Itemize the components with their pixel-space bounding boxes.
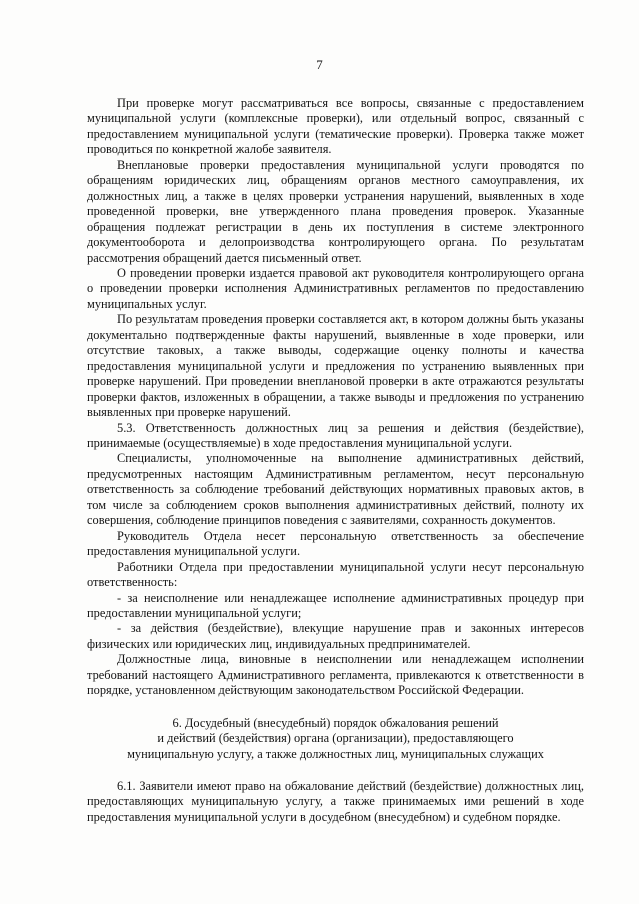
paragraph-section-6-1: 6.1. Заявители имеют право на обжалование действий (бездействие) должностных лиц, предоставляющих муниципальную услугу, а также принимаемых ими решений в ходе предоставления муниципальной услуги в досудебном (внесудебном) и судебном порядке. xyxy=(87,779,584,824)
document-body xyxy=(87,96,584,825)
section-6-heading-line-1: 6. Досудебный (внесудебный) порядок обжалования решений xyxy=(172,715,499,730)
section-6-heading-line-2: и действий (бездействия) органа (организации), предоставляющего xyxy=(157,731,514,746)
paragraph-unscheduled-inspections: Внеплановые проверки предоставления муниципальной услуги проводятся по обращениям юридических лиц, обращениям органов местного самоуправления, их должностных лиц, а также в целях проверки устранения нарушений, выявленных в ходе проведенной проверки, вне утвержденного плана проведения проверок. Указанные обращения подлежат регистрации в день их поступления в системе электронного документооборота и делопроизводства контролирующего органа. По результатам рассмотрения обращений дается письменный ответ. xyxy=(87,157,584,265)
paragraph-inspection-order: О проведении проверки издается правовой акт руководителя контролирующего органа о проведении проверки исполнения Административных регламентов по предоставлению муниципальных услуг. xyxy=(87,265,584,311)
section-6-heading-line-3: муниципальную услугу, а также должностных лиц, муниципальных служащих xyxy=(127,746,544,761)
list-item-non-performance: - за неисполнение или ненадлежащее исполнение административных процедур при предоставлении муниципальной услуги; xyxy=(87,590,584,620)
paragraph-inspection-scope: При проверке могут рассматриваться все вопросы, связанные с предоставлением муниципальной услуги (комплексные проверки), или отдельный вопрос, связанный с предоставлением муниципальной услуги (тематические проверки). Проверка также может проводиться по конкретной жалобе заявителя. xyxy=(87,96,584,157)
page-number: 7 xyxy=(316,57,323,72)
paragraph-officials-liability: Должностные лица, виновные в неисполнении или ненадлежащем исполнении требований настоящего Административного регламента, привлекаются к ответственности в порядке, установленном действующим законодательством Российской Федерации. xyxy=(87,652,584,698)
paragraph-section-5-3: 5.3. Ответственность должностных лиц за решения и действия (бездействие), принимаемые (осуществляемые) в ходе предоставления муниципальной услуги. xyxy=(87,420,584,450)
list-item-violations: - за действия (бездействие), влекущие нарушение прав и законных интересов физических или юридических лиц, индивидуальных предпринимателей. xyxy=(87,621,584,651)
paragraph-staff-responsibility: Работники Отдела при предоставлении муниципальной услуги несут персональную ответственность: xyxy=(87,559,584,590)
section-6-heading xyxy=(87,716,584,762)
paragraph-specialists-responsibility: Специалисты, уполномоченные на выполнение административных действий, предусмотренных настоящим Административным регламентом, несут персональную ответственность за соблюдение требований действующих нормативных правовых актов, в том числе за соблюдением сроков выполнения административных действий, полноту их совершения, соблюдение принципов поведения с заявителями, сохранность документов. xyxy=(87,451,584,528)
paragraph-head-responsibility: Руководитель Отдела несет персональную ответственность за обеспечение предоставления муниципальной услуги. xyxy=(87,528,584,559)
paragraph-inspection-act: По результатам проведения проверки составляется акт, в котором должны быть указаны документально подтвержденные факты нарушений, выявленные в ходе проверки, или отсутствие таковых, а также выводы, содержащие оценку полноты и качества предоставления муниципальной услуги и предложения по устранению выявленных при проверке нарушений. При проведении внеплановой проверки в акте отражаются результаты проверки фактов, изложенных в обращении, а также выводы и предложения по устранению выявленных при проверке нарушений. xyxy=(87,312,584,420)
